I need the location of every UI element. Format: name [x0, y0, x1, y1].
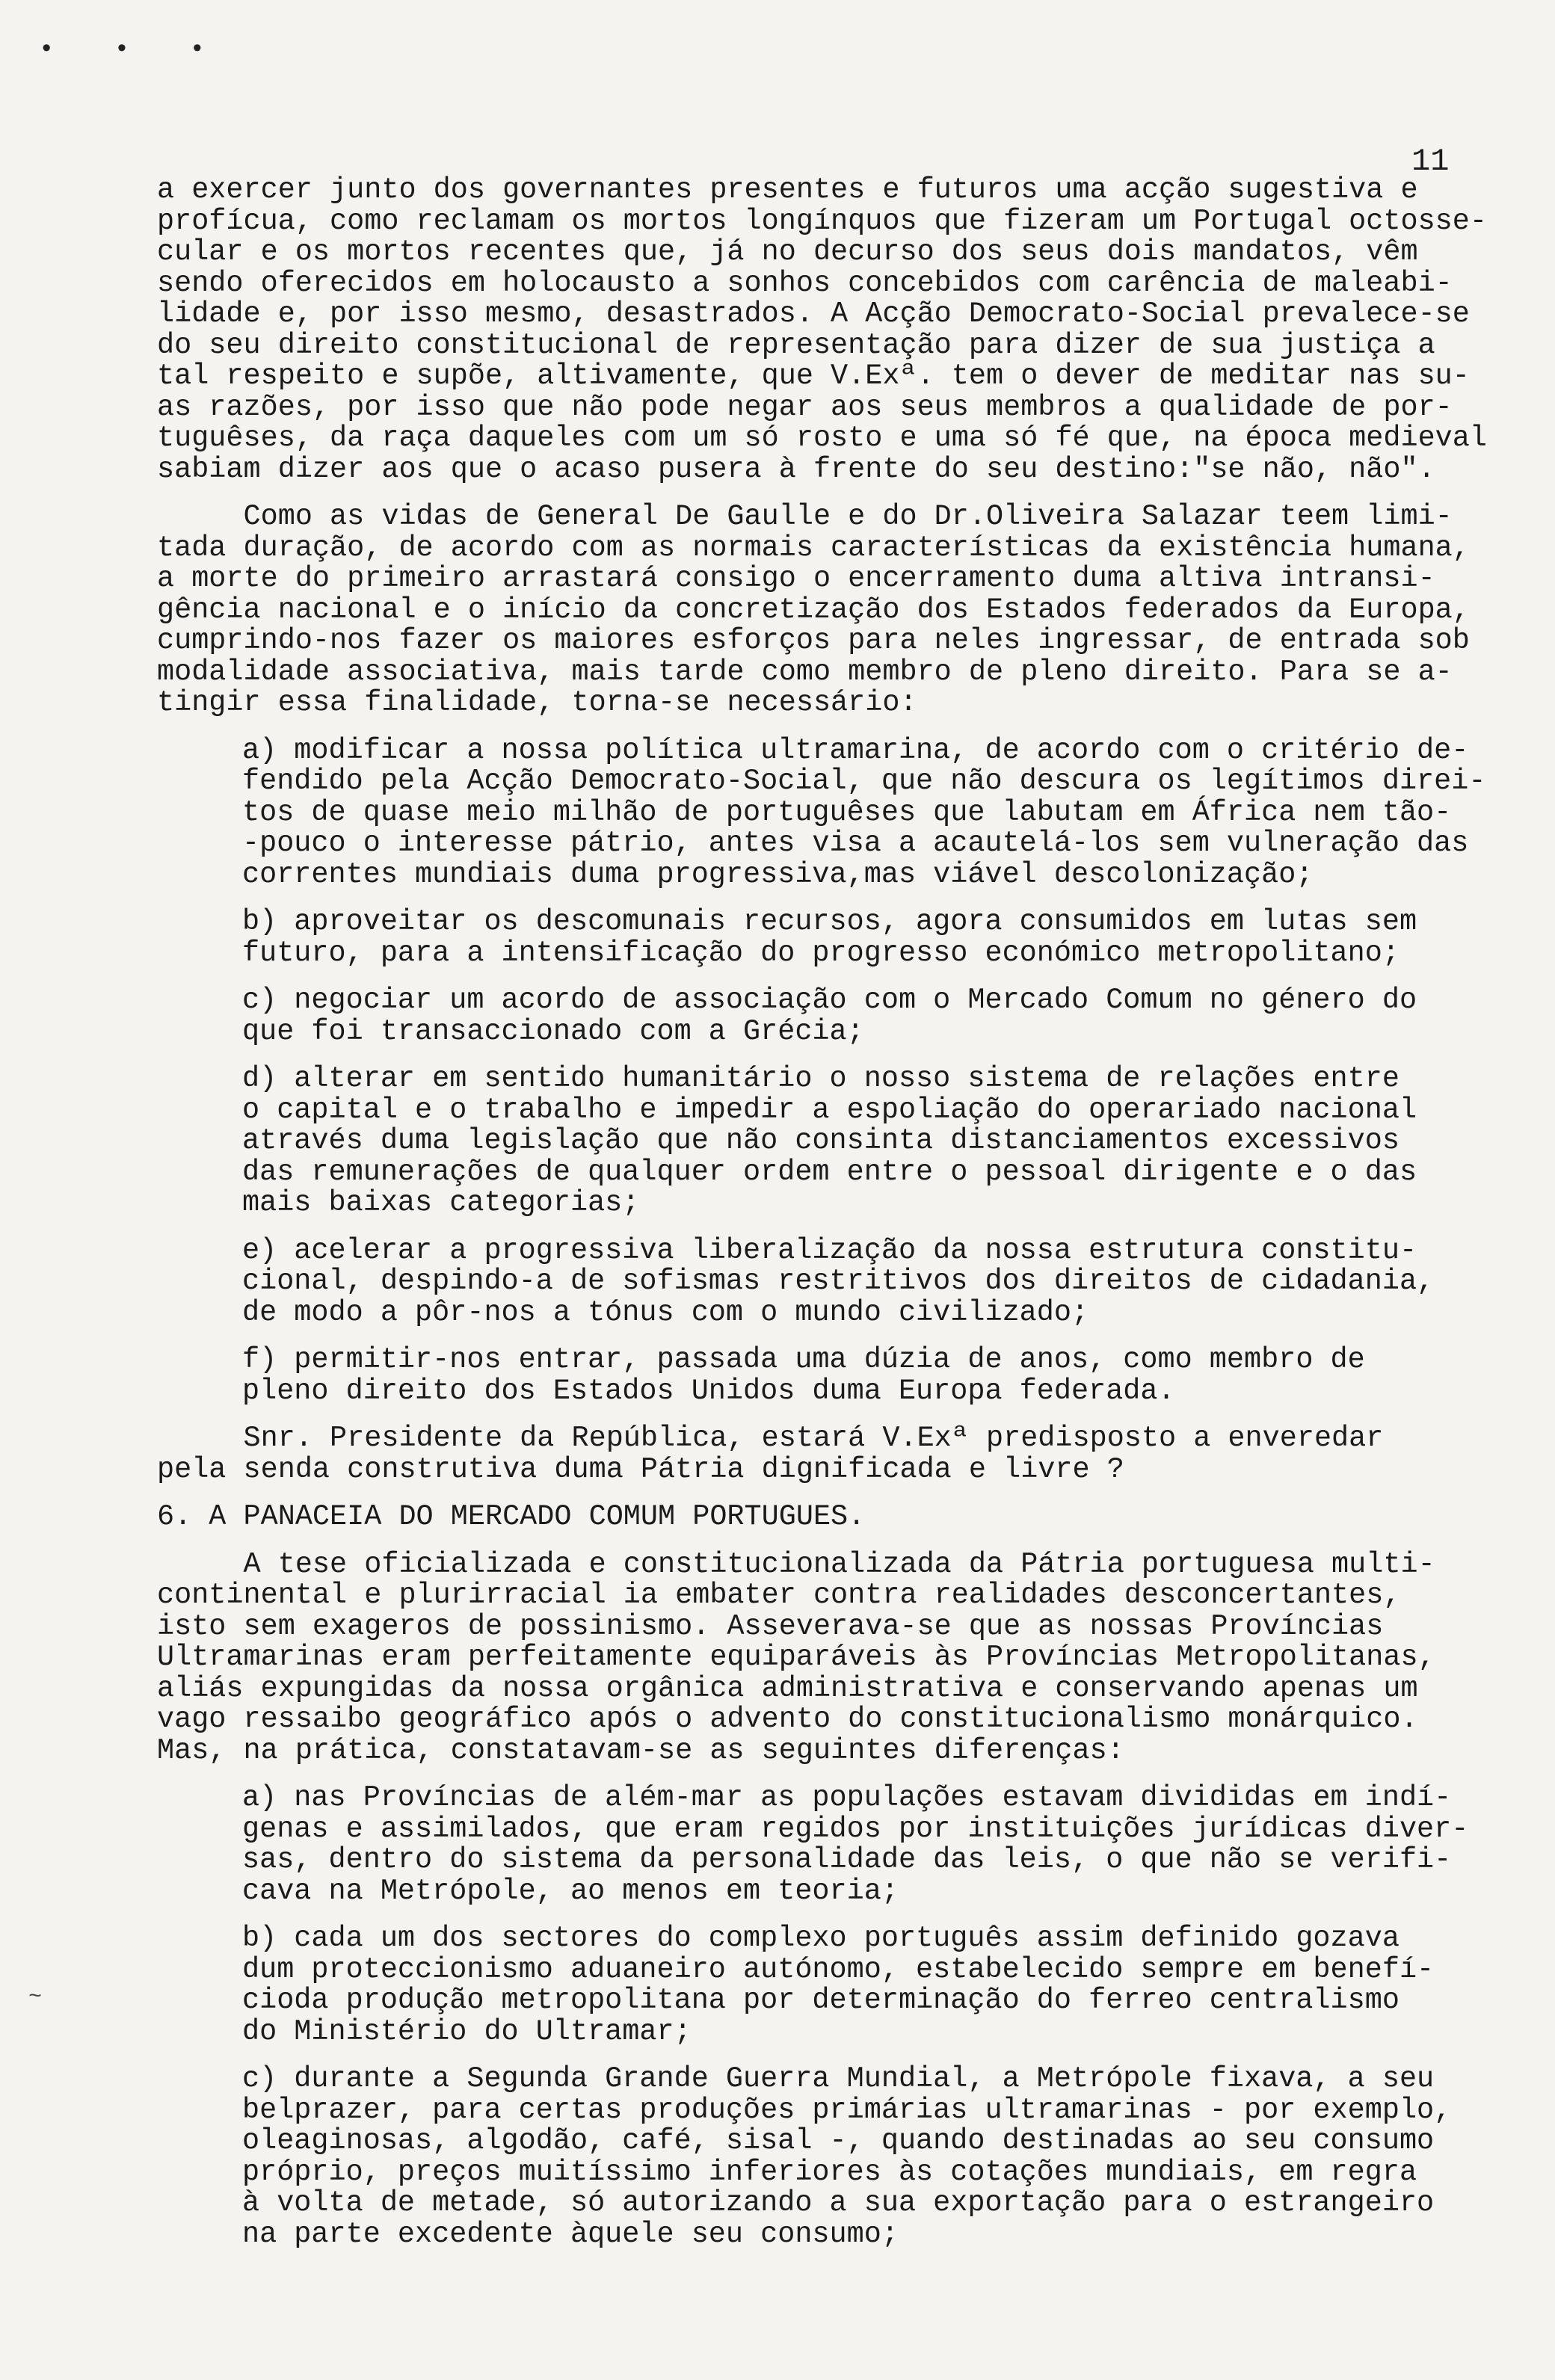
list-item-paragraph: [157, 907, 1503, 969]
text-line: das remunerações de qualquer ordem entre o pessoal dirigente e o das: [242, 1155, 1417, 1189]
text-line: genas e assimilados, que eram regidos por instituições jurídicas diver-: [242, 1812, 1469, 1846]
text-line: modalidade associativa, mais tarde como membro de pleno direito. Para se a-: [157, 655, 1453, 688]
text-line: fendido pela Acção Democrato-Social, que não descura os legítimos direi-: [242, 765, 1486, 798]
text-line: tal respeito e supõe, altivamente, que V.Exª. tem o dever de meditar nas su-: [157, 360, 1470, 392]
list-item-paragraph: [157, 1064, 1503, 1219]
text-line: tada duração, de acordo com as normais características da existência humana,: [157, 531, 1470, 564]
text-line: a exercer junto dos governantes presentes e futuros uma acção sugestiva e: [157, 173, 1418, 206]
text-line: futuro, para a intensificação do progresso económico metropolitano;: [242, 936, 1400, 969]
text-line: tos de quase meio milhão de portuguêses que labutam em África nem tão-: [242, 795, 1452, 829]
text-line: gência nacional e o início da concretização dos Estados federados da Europa,: [157, 593, 1470, 626]
paragraph: [157, 175, 1503, 485]
paragraph-gap: [157, 890, 1503, 907]
text-line: continental e plurirracial ia embater contra realidades desconcertantes,: [157, 1579, 1401, 1612]
paragraph: [157, 502, 1503, 719]
list-item-paragraph: [157, 2064, 1503, 2250]
text-line: isto sem exageros de possinismo. Asseverava-se que as nossas Províncias: [157, 1609, 1384, 1643]
text-line: f) permitir-nos entrar, passada uma dúzia de anos, como membro de: [242, 1343, 1365, 1376]
text-line: Ultramarinas eram perfeitamente equiparáveis às Províncias Metropolitanas,: [157, 1641, 1435, 1674]
text-line: dum proteccionismo aduaneiro autónomo, estabelecido sempre em benefí-: [242, 1952, 1435, 1986]
text-line: à volta de metade, só autorizando a sua exportação para o estrangeiro: [242, 2186, 1435, 2219]
text-line: sabiam dizer aos que o acaso pusera à frente do seu destino:"se não, não".: [157, 452, 1435, 486]
text-line: a) modificar a nossa política ultramarina, de acordo com o critério de-: [242, 733, 1469, 767]
text-line: as razões, por isso que não pode negar aos seus membros a qualidade de por-: [157, 390, 1453, 424]
paragraph-gap: [157, 1219, 1503, 1236]
paragraph: [157, 1547, 1503, 1767]
paragraph-gap: [157, 1533, 1503, 1550]
text-line: pela senda construtiva duma Pátria dignificada e livre ?: [157, 1452, 1124, 1486]
text-line: do seu direito constitucional de representação para dizer de sua justiça a: [157, 328, 1435, 362]
text-line: lidade e, por isso mesmo, desastrados. A Acção Democrato-Social prevalece-se: [157, 298, 1470, 330]
list-item-paragraph: [157, 1233, 1503, 1329]
paragraph-gap: [157, 1907, 1503, 1923]
paragraph: [157, 1502, 1503, 1533]
text-line: de modo a pôr-nos a tónus com o mundo civilizado;: [242, 1295, 1089, 1329]
paragraph-gap: [157, 1485, 1503, 1502]
text-line: tuguêses, da raça daqueles com um só rosto e uma só fé que, na época medieval: [157, 422, 1487, 454]
paragraph-gap: [157, 1766, 1503, 1783]
text-line: b) aproveitar os descomunais recursos, agora consumidos em lutas sem: [242, 905, 1417, 938]
text-line: a) nas Províncias de além-mar as populações estavam divididas em indí-: [242, 1781, 1452, 1814]
text-line: c) negociar um acordo de associação com o Mercado Comum no género do: [242, 984, 1417, 1017]
text-line: tingir essa finalidade, torna-se necessário:: [157, 686, 917, 719]
text-line: na parte excedente àquele seu consumo;: [242, 2217, 899, 2251]
list-item-paragraph: [157, 1345, 1503, 1407]
text-line: cumprindo-nos fazer os maiores esforços para neles ingressar, de entrada sob: [157, 624, 1470, 657]
text-line: próprio, preços muitíssimo inferiores às cotações mundiais, em regra: [242, 2155, 1417, 2189]
text-line: belprazer, para certas produções primárias ultramarinas - por exemplo,: [242, 2093, 1452, 2127]
text-line: e) acelerar a progressiva liberalização da nossa estrutura constitu-: [242, 1233, 1417, 1267]
list-item-paragraph: [157, 1923, 1503, 2047]
list-item-paragraph: [157, 1783, 1503, 1907]
text-line: -pouco o interesse pátrio, antes visa a acautelá-los sem vulneração das: [242, 827, 1469, 860]
paragraph: [157, 1423, 1503, 1485]
text-line: c) durante a Segunda Grande Guerra Mundial, a Metrópole fixava, a seu: [242, 2062, 1435, 2095]
paragraph-gap: [157, 719, 1503, 736]
text-line: que foi transaccionado com a Grécia;: [242, 1014, 864, 1048]
text-line: oleaginosas, algodão, café, sisal -, quando destinadas ao seu consumo: [242, 2124, 1435, 2157]
paragraph-gap: [157, 485, 1503, 502]
text-line: o capital e o trabalho e impedir a espoliação do operariado nacional: [242, 1093, 1417, 1126]
text-line: sendo oferecidos em holocausto a sonhos concebidos com carência de maleabi-: [157, 266, 1453, 300]
paragraph-gap: [157, 2047, 1503, 2064]
text-line: do Ministério do Ultramar;: [242, 2014, 692, 2048]
text-line: profícua, como reclamam os mortos longínquos que fizeram um Portugal octosse-: [157, 204, 1487, 238]
text-line: cional, despindo-a de sofismas restritivos dos direitos de cidadania,: [242, 1265, 1435, 1298]
text-line: aliás expungidas da nossa orgânica administrativa e conservando apenas um: [157, 1671, 1418, 1705]
list-item-paragraph: [157, 985, 1503, 1047]
paragraph-gap: [157, 969, 1503, 985]
text-line: cular e os mortos recentes que, já no decurso dos seus dois mandatos, vêm: [157, 235, 1418, 268]
text-line: sas, dentro do sistema da personalidade das leis, o que não se verifi-: [242, 1843, 1452, 1876]
text-line: Mas, na prática, constatavam-se as seguintes diferenças:: [157, 1733, 1124, 1767]
text-line: b) cada um dos sectores do complexo português assim definido gozava: [242, 1922, 1400, 1955]
text-line: cava na Metrópole, ao menos em teoria;: [242, 1874, 899, 1908]
text-line: vago ressaibo geográfico após o advento do constitucionalismo monárquico.: [157, 1703, 1418, 1736]
text-line: 6. A PANACEIA DO MERCADO COMUM PORTUGUES.: [157, 1500, 866, 1533]
text-line: Snr. Presidente da República, estará V.Exª predisposto a enveredar: [157, 1422, 1384, 1455]
paragraph-gap: [157, 1407, 1503, 1423]
text-line: correntes mundiais duma progressiva,mas viável descolonização;: [242, 857, 1314, 891]
page-number: 11: [1411, 144, 1450, 179]
text-line: d) alterar em sentido humanitário o nosso sistema de relações entre: [242, 1062, 1400, 1095]
stray-mark: ~: [28, 1985, 43, 2010]
body-text: [157, 175, 1503, 2250]
text-line: pleno direito dos Estados Unidos duma Europa federada.: [242, 1374, 1175, 1408]
list-item-paragraph: [157, 733, 1503, 891]
text-line: Como as vidas de General De Gaulle e do Dr.Oliveira Salazar teem limi-: [157, 500, 1453, 533]
paragraph-gap: [157, 1328, 1503, 1345]
paragraph-gap: [157, 1047, 1503, 1064]
text-line: cioda produção metropolitana por determinação do ferreo centralismo: [242, 1984, 1400, 2017]
text-line: através duma legislação que não consinta distanciamentos excessivos: [242, 1124, 1400, 1157]
text-line: A tese oficializada e constitucionalizada da Pátria portuguesa multi-: [157, 1547, 1435, 1581]
text-line: a morte do primeiro arrastará consigo o encerramento duma altiva intransi-: [157, 562, 1435, 595]
corner-marks: • • •: [39, 36, 228, 64]
text-line: mais baixas categorias;: [242, 1186, 640, 1219]
